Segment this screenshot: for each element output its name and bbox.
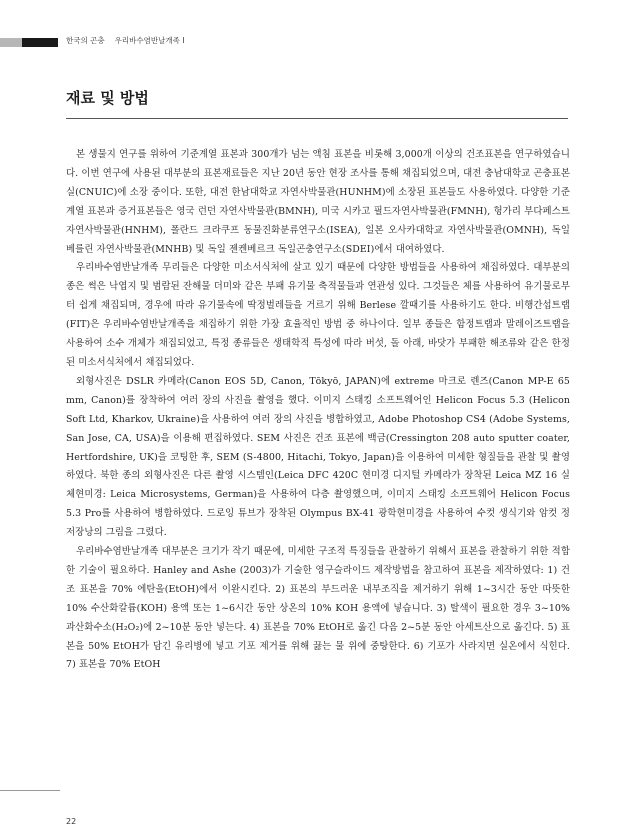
footer-divider bbox=[0, 790, 60, 791]
page-number: 22 bbox=[66, 817, 77, 826]
paragraph-imaging: 외형사진은 DSLR 카메라(Canon EOS 5D, Canon, Tōkyō, JAPAN)에 extreme 마크로 렌즈(Canon MP-E 65 mm, Canon)를 장착하여 여러 장의 사진을 촬영을 했다. 이미지 스태킹 소프트웨어인 Helicon Focus 5.3 (Helicon Soft Ltd, Kharkov, Ukraine)을 사용하여 여러 장의 사진을 병합하였고, Adobe Photoshop CS4 (Adobe Systems, San Jose, CA, USA)을 이용해 편집하였다. SEM 사진은 건조 표본에 백금(Cressington 208 auto sputter coater, Hertfordshire, UK)을 코팅한 후, SEM (S-4800, Hitachi, Tokyo, Japan)을 이용하여 미세한 형질들을 관찰 및 촬영하였다. 북한 종의 외형사진은 다른 촬영 시스템인(Leica DFC 420C 현미경 디지털 카메라가 장착된 Leica MZ 16 실체현미경: Leica Microsystems, German)을 사용하여 다층 촬영했으며, 이미지 스태킹 소프트웨어 Helicon Focus 5.3 Pro를 사용하여 병합하였다. 드로잉 튜브가 장착된 Olympus BX-41 광학현미경을 사용하여 수컷 생식기와 암컷 정저장낭의 그림을 그렸다. bbox=[66, 375, 570, 539]
paragraph-specimens: 본 생물지 연구를 위하여 기준계열 표본과 300개가 넘는 액침 표본을 비롯해 3,000개 이상의 건조표본을 연구하였습니다. 이번 연구에 사용된 대부분의 표본재료들은 지난 20년 동안 현장 조사를 통해 채집되었으며, 대전 충남대학교 곤충표본실(CNUIC)에 소장 중이다. 또한, 대전 한남대학교 자연사박물관(HUNHM)에 소장된 표본들도 사용하였다. 다양한 기준계열 표본과 증거표본들은 영국 런던 자연사박물관(BMNH), 미국 시카고 필드자연사박물관(FMNH), 헝가리 부다페스트 자연사박물관(HNHM), 폴란드 크라쿠프 동물진화분류연구소(ISEA), 일본 오사카대학교 자연사박물관(OMNH), 독일 베를린 자연사박물관(MNHB) 및 독일 젠켄베르크 독일곤충연구소(SDEI)에서 대여하였다. bbox=[66, 149, 570, 255]
section-title: 재료 및 방법 bbox=[66, 89, 149, 107]
header-section: 한국의 곤충 bbox=[66, 36, 105, 45]
header-grey-bar bbox=[0, 38, 22, 47]
header-black-bar bbox=[22, 38, 58, 47]
running-header bbox=[66, 35, 184, 46]
header-series: 우리바수염반날개족 I bbox=[114, 36, 185, 45]
paragraph-slides: 우리바수염반날개족 대부분은 크기가 작기 때문에, 미세한 구조적 특징들을 관찰하기 위해서 표본을 관찰하기 위한 적합한 기술이 필요하다. Hanley and Ashe (2003)가 기술한 영구슬라이드 제작방법을 참고하여 표본을 제작하였다: 1) 건조 표본을 70% 에탄올(EtOH)에서 이완시킨다. 2) 표본의 부드러운 내부조직을 제거하기 위해 1~3시간 동안 따뜻한 10% 수산화칼륨(KOH) 용액 또는 1~6시간 동안 상온의 10% KOH 용액에 넣습니다. 3) 탈색이 필요한 경우 3~10% 과산화수소(H₂O₂)에 2~10분 동안 넣는다. 4) 표본을 70% EtOH로 옮긴 다음 2~5분 동안 아세트산으로 옮긴다. 5) 표본을 50% EtOH가 담긴 유리병에 넣고 기포 제거를 위해 끓는 물 위에 중탕한다. 6) 기포가 사라지면 실온에서 식힌다. 7) 표본을 70% EtOH bbox=[66, 546, 570, 671]
paragraph-collection: 우리바수염반날개족 무리들은 다양한 미소서식처에 살고 있기 때문에 다양한 방법들을 사용하여 채집하였다. 대부분의 종은 썩은 낙엽지 및 범람된 잔해물 더미와 같은 부패 유기물 축적물들과 연관성 있다. 그것들은 체를 사용하여 유기물로부터 쉽게 채집되며, 경우에 따라 유기물속에 딱정벌레들을 거르기 위해 Berlese 깔때기를 사용하기도 한다. 비행간섭트랩(FIT)은 우리바수염반날개족을 채집하기 위한 가장 효율적인 방법 중 하나이다. 일부 종들은 함정트랩과 말레이즈트랩을 사용하여 소수 개체가 채집되었고, 특정 종류들은 생태학적 특성에 따라 버섯, 돌 아래, 바닷가 부패한 해조류와 같은 한정된 미소서식처에서 채집되었다. bbox=[66, 262, 570, 368]
body-text bbox=[66, 146, 570, 675]
title-divider bbox=[66, 118, 568, 119]
